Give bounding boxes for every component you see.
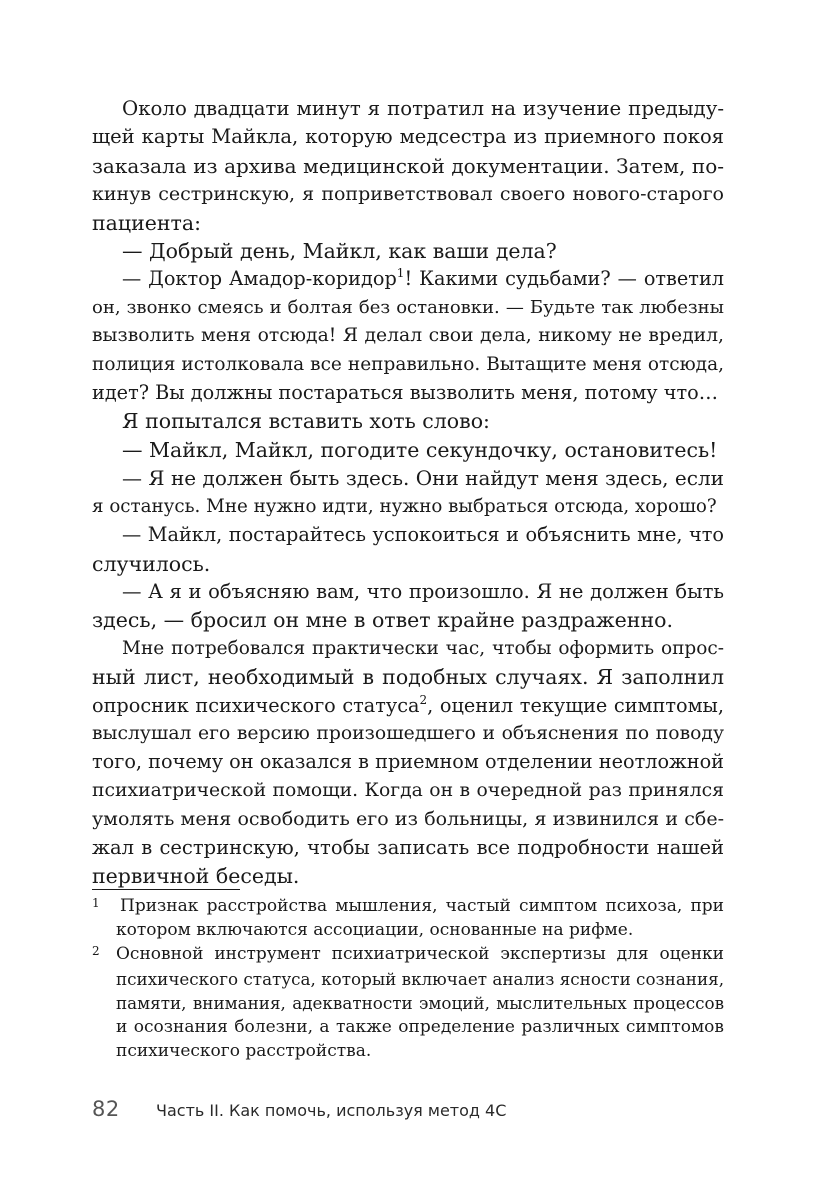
paragraph — [92, 436, 724, 464]
footnote-ref-2[interactable]: 2 — [419, 692, 428, 707]
text-line: я останусь. Мне нужно идти, нужно выбраться отсюда, хорошо? — [92, 495, 717, 517]
footnote-divider — [92, 889, 240, 890]
text-line: психиатрической помощи. Когда он в очередной раз принялся — [92, 779, 724, 801]
text-line: того, почему он оказался в приемном отделении неотложной — [92, 750, 724, 774]
page-number: 82 — [92, 1097, 120, 1121]
footnotes — [92, 894, 724, 1063]
paragraph — [92, 521, 724, 578]
footnote-ref-1[interactable]: 1 — [396, 266, 405, 281]
main-text — [92, 95, 724, 890]
text-line: Мне потребовался практически час, чтобы оформить опрос- — [122, 637, 724, 659]
footnote-line: Признак расстройства мышления, частый симптом психоза, при — [120, 896, 724, 916]
text-line: умолять меня освободить его из больницы, я извинился и сбе- — [92, 808, 724, 831]
text-line: Я попытался вставить хоть слово: — [122, 409, 490, 434]
text-line: Около двадцати минут я потратил на изучение предыду- — [122, 97, 724, 120]
footnote-line: и осознания болезни, а также определение различных симптомов — [116, 1017, 724, 1038]
footnote-line: памяти, внимания, адекватности эмоций, мыслительных процессов — [116, 992, 724, 1013]
text-line: идет? Вы должны постараться вызволить меня, потому что… — [92, 381, 718, 405]
text-line: кинув сестринскую, я поприветствовал своего нового-старого — [92, 183, 724, 206]
text-fragment: , оценил текущие симптомы, — [427, 693, 725, 717]
text-line: жал в сестринскую, чтобы записать все подробности нашей — [92, 835, 724, 859]
footnote-number: 1 — [92, 896, 100, 910]
text-line: вызволить меня отсюда! Я делал свои дела, никому не вредил, — [92, 325, 724, 347]
running-title: Часть II. Как помочь, используя метод 4С — [156, 1101, 507, 1120]
footnote-line: психического расстройства. — [116, 1041, 372, 1062]
text-line: — Майкл, Майкл, погодите секундочку, остановитесь! — [122, 437, 718, 462]
footnote-number: 2 — [92, 944, 100, 959]
text-line: щей карты Майкла, которую медсестра из приемного покоя — [92, 125, 724, 149]
footnote-line: Основной инструмент психиатрической экспертизы для оценки — [116, 944, 724, 965]
text-line: полиция истолковала все неправильно. Вытащите меня отсюда, — [92, 353, 724, 375]
text-line: случилось. — [92, 551, 211, 576]
paragraph — [92, 578, 724, 635]
paragraph — [92, 237, 724, 265]
text-line: заказала из архива медицинской документации. Затем, по- — [92, 153, 724, 178]
paragraph — [92, 95, 724, 237]
text-fragment: ! Какими судьбами? — ответил — [404, 267, 724, 291]
footnote-1 — [92, 894, 724, 942]
text-line: пациента: — [92, 210, 201, 235]
text-line — [92, 692, 724, 720]
text-line: он, звонко смеясь и болтая без остановки. — Будьте так любезны — [92, 296, 724, 318]
text-fragment: опросник психического статуса — [92, 693, 420, 717]
paragraph — [92, 265, 724, 407]
text-line: — Я не должен быть здесь. Они найдут меня здесь, если — [122, 466, 724, 491]
footnote-2 — [92, 942, 724, 1063]
paragraph — [92, 407, 724, 435]
text-line: выслушал его версию произошедшего и объяснения по поводу — [92, 722, 724, 744]
text-line — [92, 265, 724, 293]
text-line: — А я и объясняю вам, что произошло. Я не должен быть — [122, 579, 724, 603]
footnote-line: психического статуса, который включает анализ ясности сознания, — [116, 968, 725, 989]
running-footer — [92, 1097, 724, 1129]
text-fragment: — Доктор Амадор-коридор — [122, 267, 397, 291]
paragraph — [92, 464, 724, 521]
text-line: здесь, — бросил он мне в ответ крайне раздраженно. — [92, 608, 673, 633]
text-line: первичной беседы. — [92, 863, 300, 888]
footnote-line: котором включаются ассоциации, основанные на рифме. — [116, 920, 634, 941]
text-line: ный лист, необходимый в подобных случаях. Я заполнил — [92, 665, 724, 690]
text-line: — Добрый день, Майкл, как ваши дела? — [122, 239, 557, 264]
text-line: — Майкл, постарайтесь успокоиться и объяснить мне, что — [122, 523, 724, 547]
paragraph — [92, 635, 724, 891]
